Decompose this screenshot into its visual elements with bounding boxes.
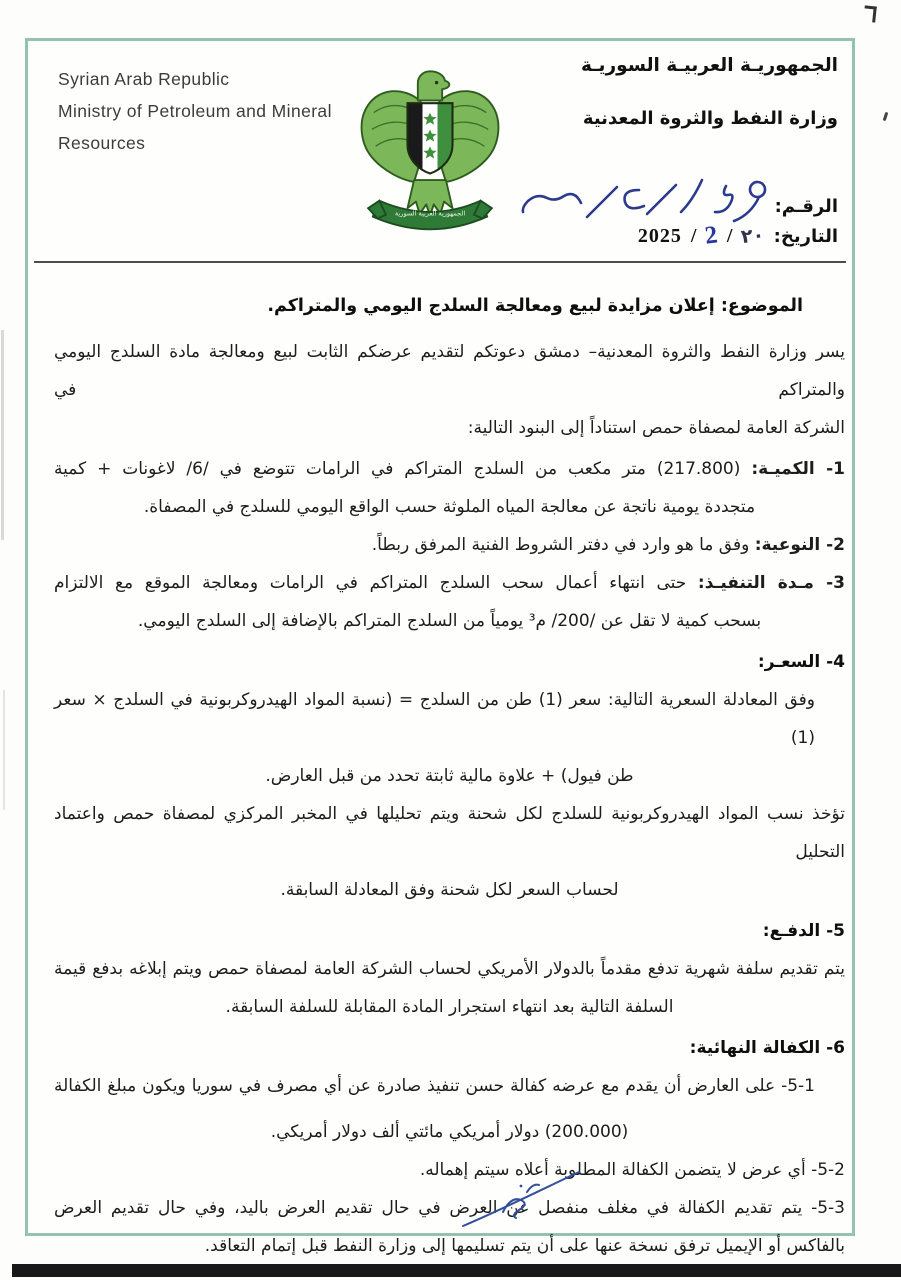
price-analysis-cont: لحساب السعر لكل شحنة وفق المعادلة السابقة. (280, 880, 619, 900)
guarantee-item-1: 5-1- على العارض أن يقدم مع عرضه كفالة حسن تنفيذ صادرة عن أي مصرف في سوريا ويكون مبلغ الكفالة (54, 1076, 815, 1096)
scan-artifact (3, 690, 5, 810)
item-payment-heading: 5- الدفـع: (762, 921, 845, 941)
arabic-header (514, 55, 844, 305)
handwritten-signature (453, 1168, 588, 1236)
payment-line: يتم تقديم سلفة شهرية تدفع مقدماً بالدولار الأمريكي لحساب الشركة العامة لمصفاة حمص ويتم إبلاغه بدفع قيمة (54, 959, 845, 979)
price-formula-cont: طن فيول) + علاوة مالية ثابتة تحدد من قبل العارض. (265, 766, 634, 786)
subject-line: الموضوع: إعلان مزايدة لبيع ومعالجة السلدج اليومي والمتراكم. (267, 296, 803, 316)
handwritten-day: ٢٠ (740, 223, 766, 249)
payment-cont: السلفة التالية بعد انتهاء استجرار المادة المقابلة للسلفة السابقة. (225, 997, 674, 1017)
english-header (58, 63, 332, 159)
date-row: التاريخ: ٢٠ / 2 / 2025 (637, 221, 838, 250)
syrian-eagle-emblem (355, 60, 505, 242)
scan-artifact (1, 330, 4, 540)
letterhead-frame (25, 38, 855, 1256)
country-name-ar: الجمهوريـة العربيـة السوريـة (581, 55, 838, 76)
item-guarantee-heading: 6- الكفالة النهائية: (689, 1038, 845, 1058)
emblem-ribbon-text: الجمهورية العربية السورية (394, 209, 466, 218)
guarantee-amount: (200.000) دولار أمريكي مائتي ألف دولار أمريكي. (270, 1122, 629, 1142)
header-divider (34, 261, 846, 263)
number-label: الرقـم: (774, 196, 838, 217)
intro-line: الشركة العامة لمصفاة حمص استناداً إلى البنود التالية: (467, 418, 845, 438)
intro-line: يسر وزارة النفط والثروة المعدنية– دمشق دعوتكم لتقديم عرضكم الثابت لبيع ومعالجة مادة السلدج اليومي والمتراكم في (54, 342, 845, 400)
item-quality: 2- النوعية: وفق ما هو وارد في دفتر الشروط الفنية المرفق ربطاً. (371, 535, 845, 555)
item-quantity-cont: متجددة يومية ناتجة عن معالجة المياه الملوثة حسب الواقع اليومي للسلدج في المصفاة. (143, 497, 756, 517)
country-name-en: Syrian Arab Republic (58, 69, 230, 89)
price-analysis-line: تؤخذ نسب المواد الهيدروكربونية للسلدج لكل شحنة ويتم تحليلها في المخبر المركزي لمصفاة حمص واعتماد التحليل (54, 804, 845, 862)
ministry-name-en-line2: Resources (58, 133, 146, 153)
item-duration: 3- مـدة التنفيـذ: حتى انتهاء أعمال سحب السلدج المتراكم في الرامات ومعالجة الموقع مع الالتزام (54, 573, 845, 593)
item-duration-cont: بسحب كمية لا تقل عن /200/ م³ يومياً من السلدج المتراكم بالإضافة إلى السلدج اليومي. (137, 611, 762, 631)
letter-body (54, 269, 845, 1265)
handwritten-number (521, 170, 776, 228)
ministry-name-ar: وزارة النفط والثروة المعدنية (582, 108, 838, 129)
scan-bottom-bar (12, 1264, 901, 1277)
guarantee-item-2: 5-2- أي عرض لا يتضمن الكفالة المطلوبة أعلاه سيتم إهماله. (419, 1160, 845, 1180)
price-formula-line: وفق المعادلة السعرية التالية: سعر (1) طن من السلدج = (نسبة المواد الهيدروكربونية في السلدج × سعر (1) (54, 690, 815, 748)
reference-number-row (518, 170, 838, 230)
handwritten-month: 2 (703, 221, 720, 250)
scan-artifact (883, 112, 889, 121)
item-quantity: 1- الكميـة: (217.800) متر مكعب من السلدج المتراكم في الرامات تتوضع في /6/ لاغونات + كمية (54, 459, 846, 479)
item-price-heading: 4- السعـر: (757, 652, 845, 672)
date-year: 2025 (637, 224, 682, 247)
guarantee-item-3: 5-3- يتم تقديم الكفالة في مغلف منفصل عن العرض في حال تقديم العرض باليد، وفي حال تقديم العرض (54, 1198, 845, 1218)
date-label: التاريخ: (773, 225, 838, 247)
scan-artifact (863, 5, 877, 22)
ministry-name-en-line1: Ministry of Petroleum and Mineral (58, 101, 332, 121)
guarantee-item-3-cont: بالفاكس أو الإيميل ترفق نسخة عنها على أن يتم تسليمها إلى وزارة النفط قبل إتمام التعاقد. (204, 1236, 845, 1256)
